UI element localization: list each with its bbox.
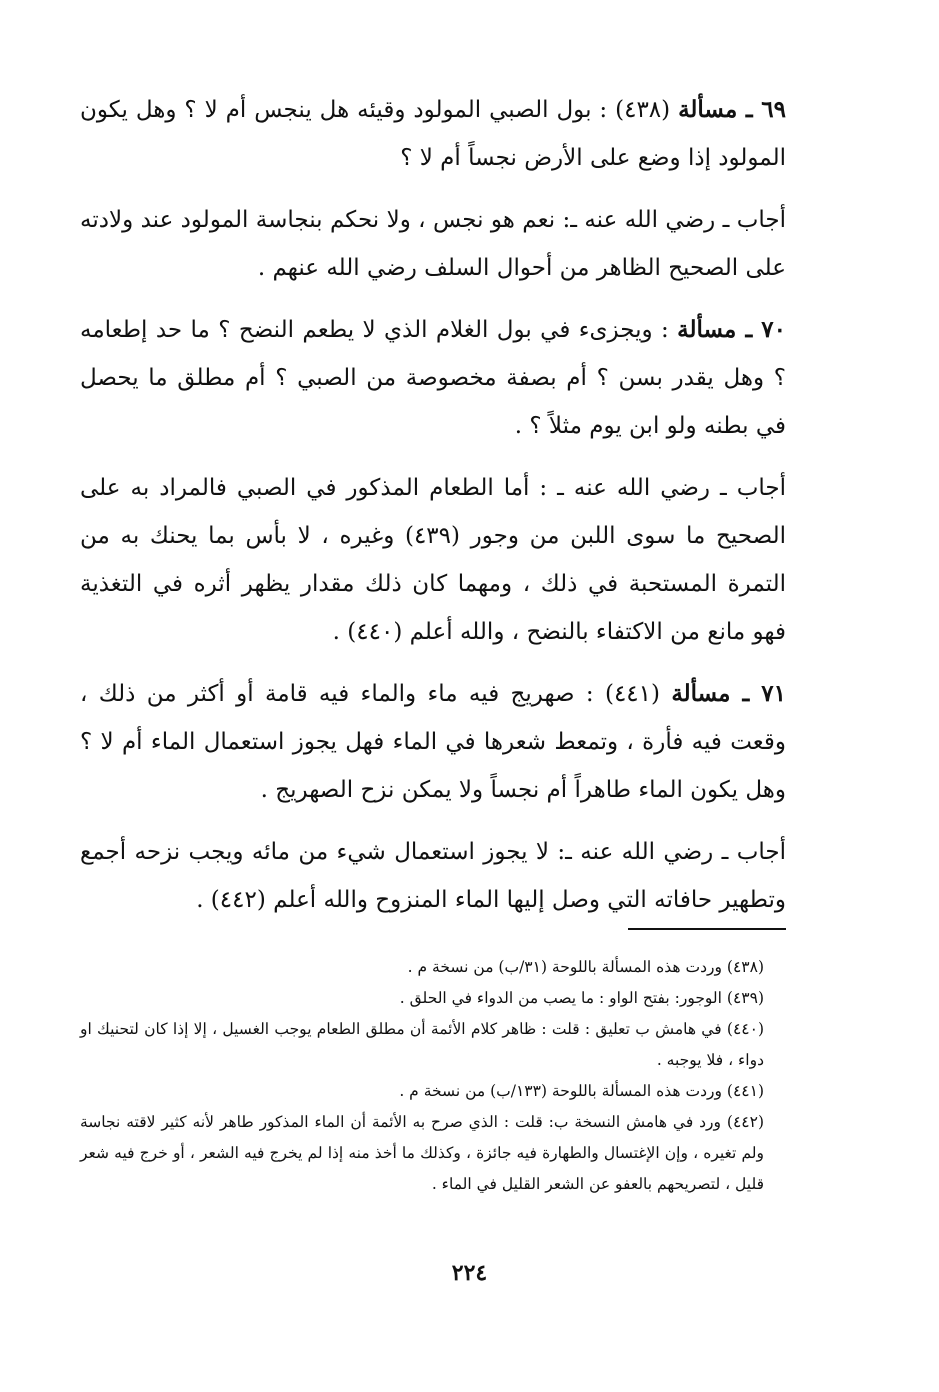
- footnotes: [80, 952, 786, 1200]
- paragraph-answer-71: [80, 828, 786, 924]
- question-heading: ٧٠ ـ مسألة: [677, 316, 786, 343]
- question-heading: ٧١ ـ مسألة: [671, 680, 786, 707]
- paragraph-question-69: [80, 86, 786, 182]
- footnote-439: (٤٣٩) الوجور: بفتح الواو : ما يصب من الدواء في الحلق .: [399, 989, 764, 1007]
- paragraph-text: أجاب ـ رضي الله عنه ـ : أما الطعام المذكور في الصبي فالمراد به على الصحيح ما سوى اللبن من وجور (٤٣٩) وغيره ، لا بأس بما يحنك به من التمرة المستحبة في ذلك ، ومهما كان ذلك مقدار يظهر أثره في التغذية فهو مانع من الاكتفاء بالنضح ، والله أعلم (٤٤٠) .: [80, 475, 786, 645]
- main-text: [80, 86, 786, 938]
- paragraph-question-70: [80, 306, 786, 450]
- footnote-442: (٤٤٢) ورد في هامش النسخة ب: قلت : الذي صرح به الأئمة أن الماء المذكور طاهر لأنه كثير لاقته نجاسة ولم تغيره ، وإن الإغتسال والطهارة فيه جائزة ، وكذلك ما أخذ منه إذا لم يخرج فيه الشعر ، أو خرج فيه شعر قليل ، لتصريحهم بالعفو عن الشعر القليل في الماء .: [80, 1113, 764, 1193]
- page-number: ٢٢٤: [451, 1260, 488, 1286]
- footnote-separator: [628, 928, 786, 930]
- footnote-438: (٤٣٨) وردت هذه المسألة باللوحة (٣١/ب) من نسخة م .: [407, 958, 764, 976]
- paragraph-text: (٤٤١) : صهريج فيه ماء والماء فيه قامة أو أكثر من ذلك ، وقعت فيه فأرة ، وتمعط شعرها في الماء فهل يجوز استعمال الماء أم لا ؟ وهل يكون الماء طاهراً أم نجساً ولا يمكن نزح الصهريج .: [80, 681, 786, 803]
- paragraph-text: أجاب ـ رضي الله عنه ـ: لا يجوز استعمال شيء من مائه ويجب نزحه أجمع وتطهير حافاته التي وصل إليها الماء المنزوح والله أعلم (٤٤٢) .: [80, 839, 786, 913]
- paragraph-text: أجاب ـ رضي الله عنه ـ: نعم هو نجس ، ولا نحكم بنجاسة المولود عند ولادته على الصحيح الظاهر من أحوال السلف رضي الله عنهم .: [80, 207, 786, 281]
- paragraph-answer-69: [80, 196, 786, 292]
- paragraph-question-71: [80, 670, 786, 814]
- paragraph-text: : ويجزىء في بول الغلام الذي لا يطعم النضح ؟ ما حد إطعامه ؟ وهل يقدر بسن ؟ أم بصفة مخصوصة من الصبي ؟ أم مطلق ما يحصل في بطنه ولو ابن يوم مثلاً ؟ .: [80, 317, 786, 439]
- paragraph-answer-70: [80, 464, 786, 656]
- question-heading: ٦٩ ـ مسألة: [678, 96, 787, 123]
- footnote-440: (٤٤٠) في هامش ب تعليق : قلت : ظاهر كلام الأئمة أن مطلق الطعام يوجب الغسيل ، إلا إذا كان لتحنيك او دواء ، فلا يوجبه .: [80, 1020, 764, 1069]
- footnote-441: (٤٤١) وردت هذه المسألة باللوحة (١٣٣/ب) من نسخة م .: [399, 1082, 764, 1100]
- paragraph-text: (٤٣٨) : بول الصبي المولود وقيئه هل ينجس أم لا ؟ وهل يكون المولود إذا وضع على الأرض نجساً أم لا ؟: [80, 97, 786, 171]
